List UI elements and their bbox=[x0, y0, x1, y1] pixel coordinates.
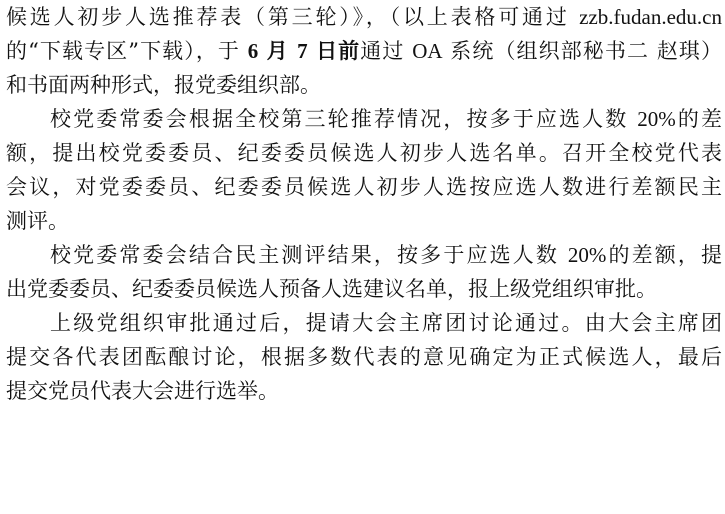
paragraph bbox=[6, 0, 722, 102]
text-run: 日前 bbox=[307, 38, 361, 63]
text-line bbox=[6, 238, 722, 272]
text-run: 提交各代表团酝酿讨论，根据多数代表的意见确定为正式候选人，最后 bbox=[6, 345, 722, 369]
text-line bbox=[6, 374, 722, 408]
text-line bbox=[6, 34, 722, 68]
text-run: 提交党员代表大会进行选举。 bbox=[6, 379, 279, 403]
document-page bbox=[6, 0, 722, 408]
text-run: 测评。 bbox=[6, 209, 69, 233]
text-line bbox=[6, 0, 722, 34]
text-line bbox=[6, 170, 722, 204]
text-run: 和书面两种形式，报党委组织部。 bbox=[6, 73, 321, 97]
text-line bbox=[6, 272, 722, 306]
text-run: 的差额，提 bbox=[606, 243, 722, 267]
text-run: zzb.fudan.edu.cn bbox=[579, 5, 722, 29]
text-run: 月 bbox=[258, 38, 298, 63]
text-run: 额，提出校党委委员、纪委委员候选人初步人选名单。召开全校党代表 bbox=[6, 141, 722, 165]
text-run: 会议，对党委委员、纪委委员候选人初步人选按应选人数进行差额民主 bbox=[6, 175, 722, 199]
paragraph bbox=[6, 306, 722, 408]
text-run: OA bbox=[412, 39, 443, 63]
text-line bbox=[6, 306, 722, 340]
text-run: 出党委委员、纪委委员候选人预备人选建议名单，报上级党组织审批。 bbox=[6, 277, 657, 301]
text-run: 的“下载专区”下载），于 bbox=[6, 39, 248, 63]
text-line bbox=[6, 340, 722, 374]
text-run: 20% bbox=[567, 243, 607, 267]
text-run: 的差 bbox=[675, 107, 722, 131]
text-run: 7 bbox=[297, 39, 308, 63]
text-line bbox=[6, 68, 722, 102]
text-line bbox=[6, 136, 722, 170]
text-run: 6 bbox=[247, 39, 259, 63]
paragraph bbox=[6, 102, 722, 238]
paragraph bbox=[6, 238, 722, 306]
text-run: 上级党组织审批通过后，提请大会主席团讨论通过。由大会主席团 bbox=[50, 311, 722, 335]
text-run: 20% bbox=[637, 107, 676, 131]
text-line bbox=[6, 204, 722, 238]
text-run: 校党委常委会根据全校第三轮推荐情况，按多于应选人数 bbox=[50, 107, 638, 131]
text-run: 系统（组织部秘书二 赵琪） bbox=[442, 39, 722, 63]
text-run: 校党委常委会结合民主测评结果，按多于应选人数 bbox=[50, 243, 568, 267]
text-line bbox=[6, 102, 722, 136]
text-run: 通过 bbox=[360, 39, 413, 63]
text-run: 候选人初步人选推荐表（第三轮）》，（以上表格可通过 bbox=[6, 5, 580, 29]
